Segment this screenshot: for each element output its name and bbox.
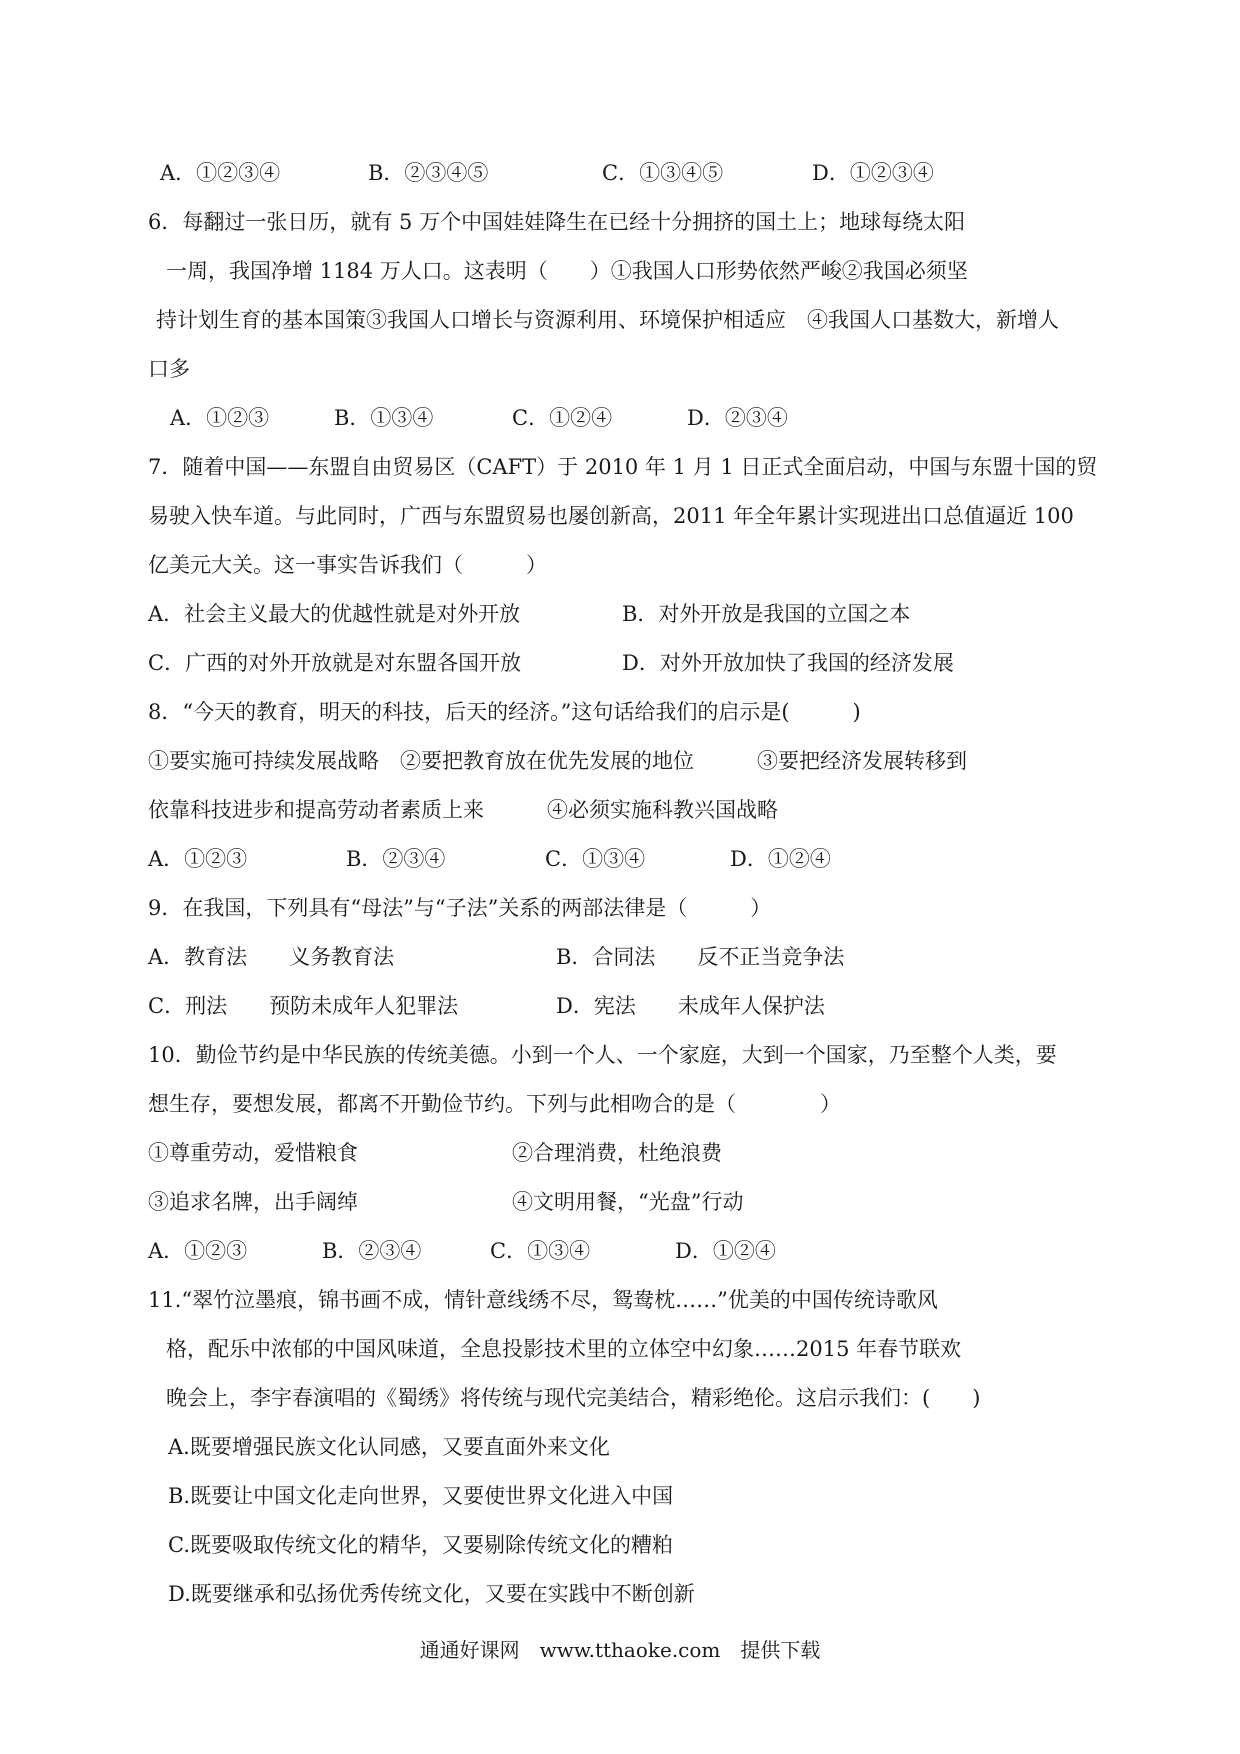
q9-option-d: D．宪法 未成年人保护法 (556, 994, 825, 1018)
q10-item-2: ②合理消费，杜绝浪费 (512, 1141, 722, 1165)
q6-option-d: D．②③④ (687, 406, 788, 430)
q6-line-4: 口多 (148, 357, 190, 381)
q8-option-c: C．①③④ (545, 847, 646, 871)
q9-option-b: B．合同法 反不正当竞争法 (556, 945, 845, 969)
q6-option-b: B．①③④ (334, 406, 434, 430)
q11-option-b: B.既要让中国文化走向世界，又要使世界文化进入中国 (168, 1484, 674, 1508)
q7-option-c: C．广西的对外开放就是对东盟各国开放 (148, 651, 522, 675)
q7-line-3: 亿美元大关。这一事实告诉我们（ ） (148, 553, 547, 577)
q10-option-b: B．②③④ (322, 1239, 422, 1263)
q8-option-d: D．①②④ (730, 847, 831, 871)
q8-option-b: B．②③④ (346, 847, 446, 871)
q8-line-3: 依靠科技进步和提高劳动者素质上来 ④必须实施科教兴国战略 (148, 798, 778, 822)
q11-line-2: 格，配乐中浓郁的中国风味道，全息投影技术里的立体空中幻象……2015 年春节联欢 (166, 1337, 962, 1361)
q6-option-c: C．①②④ (512, 406, 613, 430)
q9-line-1: 9．在我国，下列具有“母法”与“子法”关系的两部法律是（ ） (148, 896, 772, 920)
q10-option-d: D．①②④ (675, 1239, 776, 1263)
q10-item-1: ①尊重劳动，爱惜粮食 (148, 1141, 358, 1165)
q6-option-a: A．①②③ (170, 406, 270, 430)
q6-line-1: 6．每翻过一张日历，就有 5 万个中国娃娃降生在已经十分拥挤的国土上；地球每绕太阳 (148, 210, 966, 234)
q7-option-a: A．社会主义最大的优越性就是对外开放 (148, 602, 521, 626)
q11-option-c: C.既要吸取传统文化的精华，又要剔除传统文化的糟粕 (168, 1533, 673, 1557)
q8-option-a: A．①②③ (148, 847, 248, 871)
q11-option-d: D.既要继承和弘扬优秀传统文化，又要在实践中不断创新 (168, 1582, 695, 1606)
q5-option-a: A．①②③④ (160, 161, 281, 185)
q11-line-1: 11.“翠竹泣墨痕，锦书画不成，情针意线绣不尽，鸳鸯枕……”优美的中国传统诗歌风 (148, 1288, 938, 1312)
q10-option-c: C．①③④ (490, 1239, 591, 1263)
q7-option-d: D．对外开放加快了我国的经济发展 (622, 651, 954, 675)
q7-line-1: 7．随着中国——东盟自由贸易区（CAFT）于 2010 年 1 月 1 日正式全面启动，中国与东盟十国的贸 (148, 455, 1098, 479)
q10-item-3: ③追求名牌，出手阔绰 (148, 1190, 358, 1214)
page-footer: 通通好课网 www.tthaoke.com 提供下载 (419, 1638, 821, 1662)
q10-line-2: 想生存，要想发展，都离不开勤俭节约。下列与此相吻合的是（ ） (148, 1092, 841, 1116)
q5-option-d: D．①②③④ (812, 161, 934, 185)
q8-line-2: ①要实施可持续发展战略 ②要把教育放在优先发展的地位 ③要把经济发展转移到 (148, 749, 967, 773)
q10-line-1: 10．勤俭节约是中华民族的传统美德。小到一个人、一个家庭，大到一个国家，乃至整个人类，要 (148, 1043, 1057, 1067)
q9-option-c: C．刑法 预防未成年人犯罪法 (148, 994, 459, 1018)
q6-line-2: 一周，我国净增 1184 万人口。这表明（ ）①我国人口形势依然严峻②我国必须坚 (166, 259, 968, 283)
q5-option-c: C．①③④⑤ (602, 161, 724, 185)
q9-option-a: A．教育法 义务教育法 (148, 945, 395, 969)
q10-item-4: ④文明用餐，“光盘”行动 (512, 1190, 744, 1214)
q10-option-a: A．①②③ (148, 1239, 248, 1263)
q11-option-a: A.既要增强民族文化认同感，又要直面外来文化 (168, 1435, 610, 1459)
q6-line-3: 持计划生育的基本国策③我国人口增长与资源利用、环境保护相适应 ④我国人口基数大，新增人 (156, 308, 1059, 332)
q5-option-b: B．②③④⑤ (368, 161, 489, 185)
q11-line-3: 晚会上，李宇春演唱的《蜀绣》将传统与现代完美结合，精彩绝伦。这启示我们：( ) (166, 1386, 981, 1410)
q8-line-1: 8．“今天的教育，明天的科技，后天的经济。”这句话给我们的启示是( ) (148, 700, 861, 724)
q7-line-2: 易驶入快车道。与此同时，广西与东盟贸易也屡创新高，2011 年全年累计实现进出口总值逼近 100 (148, 504, 1074, 528)
q7-option-b: B．对外开放是我国的立国之本 (622, 602, 911, 626)
